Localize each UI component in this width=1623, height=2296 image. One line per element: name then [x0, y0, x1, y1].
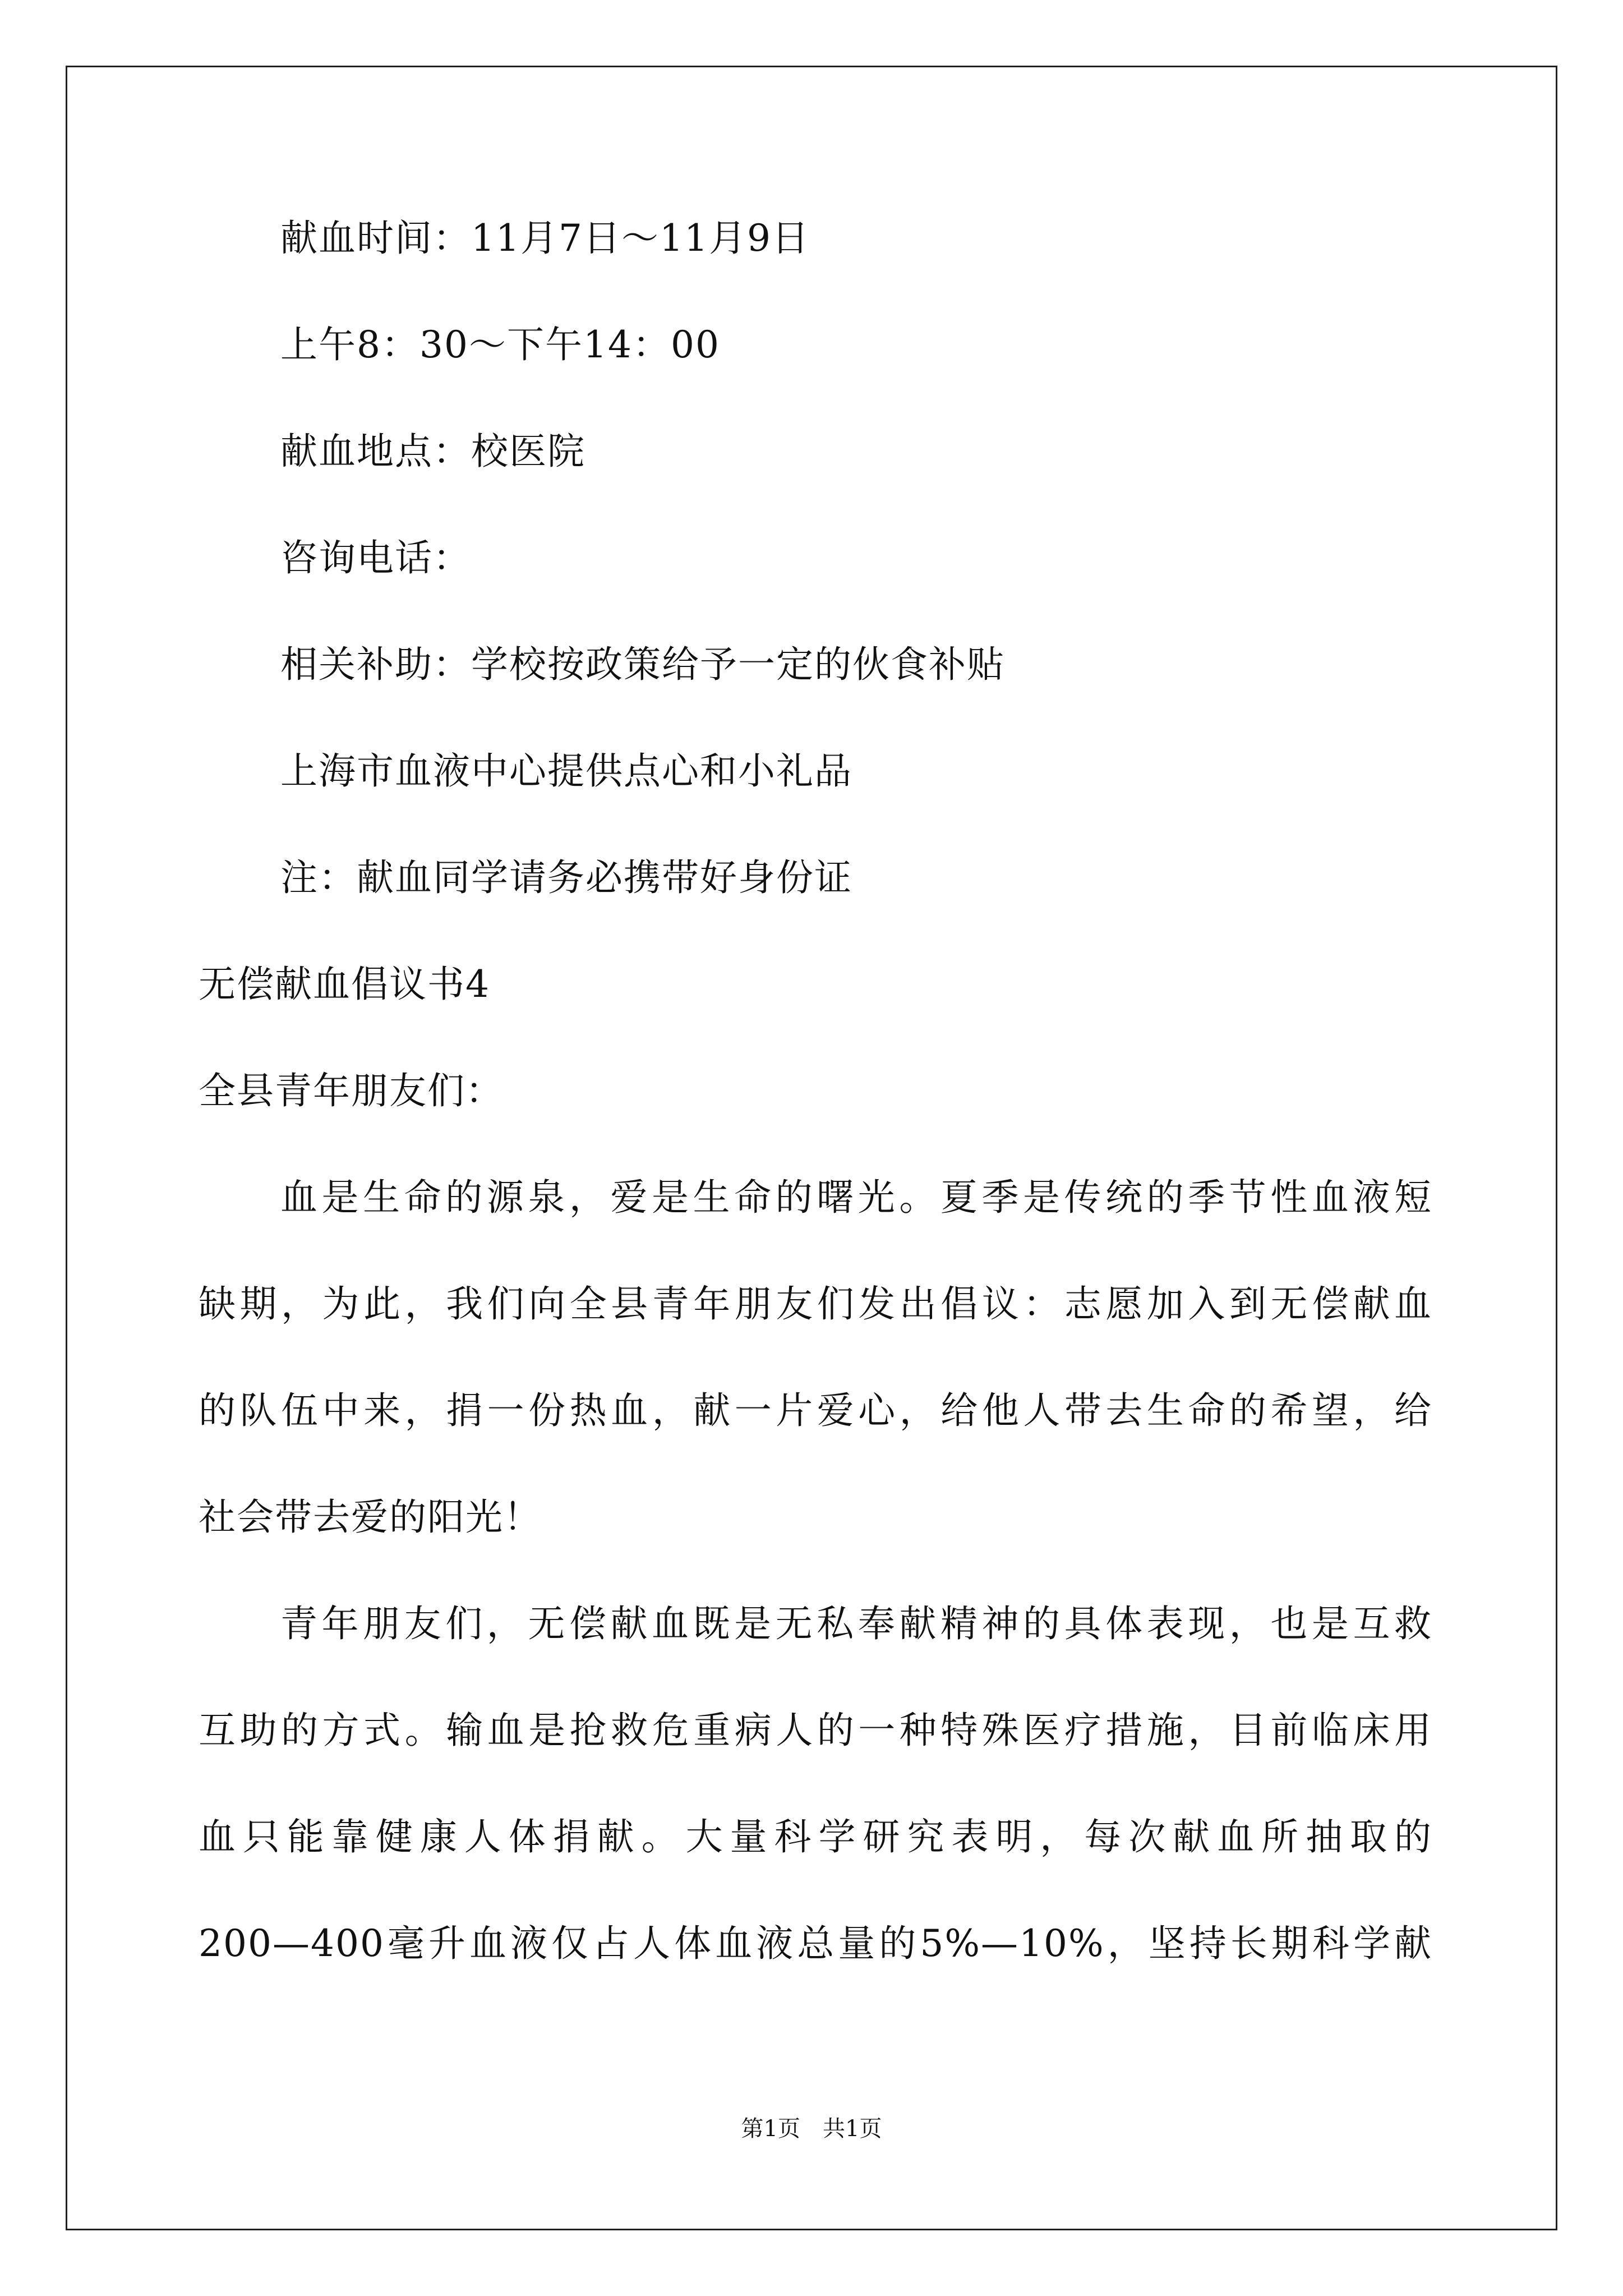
donation-location-line: 献血地点：校医院 [280, 430, 585, 473]
paragraph-2-line-4: 200—400毫升血液仅占人体血液总量的5%—10%，坚持长期科学献 [199, 1922, 1432, 1965]
paragraph-1-line-2: 缺期，为此，我们向全县青年朋友们发出倡议：志愿加入到无偿献血 [199, 1282, 1432, 1326]
donation-time-line: 献血时间：11月7日～11月9日 [280, 217, 810, 260]
paragraph-1-line-3: 的队伍中来，捐一份热血，献一片爱心，给他人带去生命的希望，给 [199, 1389, 1432, 1432]
note-line: 注：献血同学请务必携带好身份证 [280, 856, 852, 899]
salutation: 全县青年朋友们： [199, 1069, 504, 1112]
paragraph-2-line-1: 青年朋友们，无偿献血既是无私奉献精神的具体表现，也是互救 [280, 1602, 1432, 1645]
page-footer: 第1页 共1页 [741, 2116, 882, 2142]
page-border [66, 66, 1557, 2230]
donation-hours-line: 上午8：30～下午14：00 [280, 323, 720, 366]
paragraph-1-line-1: 血是生命的源泉，爱是生命的曙光。夏季是传统的季节性血液短 [280, 1176, 1432, 1219]
consult-phone-line: 咨询电话： [280, 536, 471, 579]
subsidy-line: 相关补助：学校按政策给予一定的伙食补贴 [280, 643, 1005, 686]
section-title: 无偿献血倡议书4 [199, 963, 490, 1006]
paragraph-2-line-2: 互助的方式。输血是抢救危重病人的一种特殊医疗措施，目前临床用 [199, 1709, 1432, 1752]
paragraph-1-line-4: 社会带去爱的阳光！ [199, 1496, 542, 1539]
paragraph-2-line-3: 血只能靠健康人体捐献。大量科学研究表明，每次献血所抽取的 [199, 1815, 1432, 1858]
gift-line: 上海市血液中心提供点心和小礼品 [280, 749, 852, 793]
